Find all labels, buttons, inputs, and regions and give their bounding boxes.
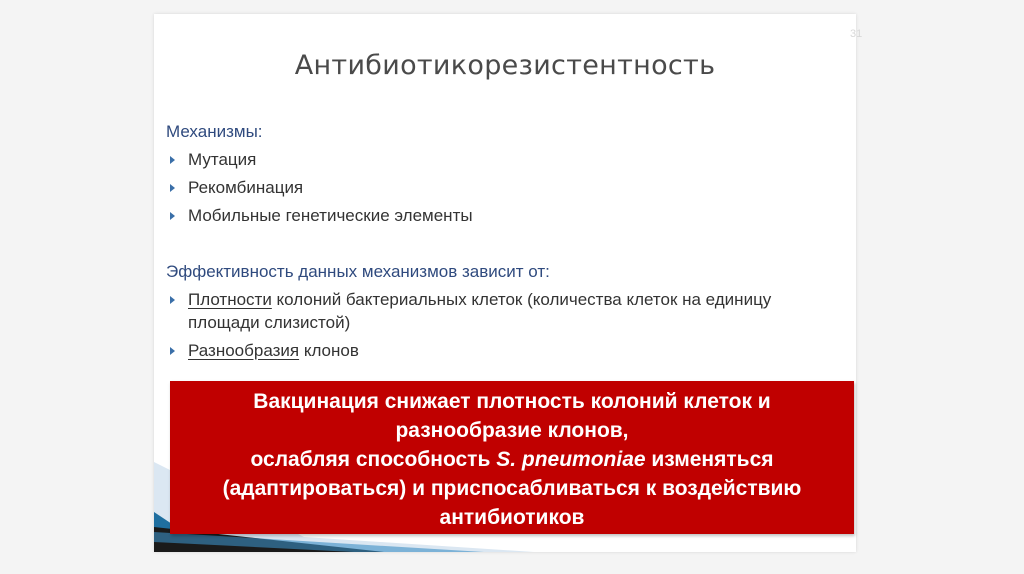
list-item [166, 204, 806, 227]
mechanisms-list [166, 148, 806, 232]
list-item-label: Мобильные генетические элементы [188, 206, 473, 225]
list-item-label: Рекомбинация [188, 178, 304, 197]
triangle-bullet-icon [170, 296, 175, 304]
vaccination-callout [170, 381, 854, 534]
list-item-label: клонов [299, 341, 359, 360]
callout-text: ослабляя способность [250, 448, 497, 471]
list-item-label: колоний бактериальных клеток (количества клеток на единицу площади слизистой) [188, 290, 772, 332]
triangle-bullet-icon [170, 156, 175, 164]
callout-line: антибиотиков [439, 506, 585, 529]
list-item-underlined: Разнообразия [188, 341, 300, 360]
list-item-underlined: Плотности [188, 290, 272, 309]
callout-text: изменяться [645, 448, 774, 471]
list-item [166, 148, 806, 171]
slide-number: 31 [850, 28, 863, 40]
list-item [166, 339, 806, 362]
triangle-bullet-icon [170, 347, 175, 355]
list-item-label: Мутация [188, 150, 257, 169]
callout-line [170, 445, 854, 474]
list-item [166, 288, 806, 334]
efficiency-heading: Эффективность данных механизмов зависит от: [166, 262, 550, 281]
callout-line: разнообразие клонов, [395, 419, 629, 442]
callout-species: S. pneumoniae [496, 448, 646, 471]
efficiency-list [166, 288, 806, 367]
callout-line: Вакцинация снижает плотность колоний клеток и [253, 390, 771, 413]
triangle-bullet-icon [170, 212, 175, 220]
triangle-bullet-icon [170, 184, 175, 192]
slide-title: Антибиотикорезистентность [294, 50, 716, 81]
list-item [166, 176, 806, 199]
mechanisms-heading: Механизмы: [166, 122, 263, 141]
callout-line: (адаптироваться) и приспосабливаться к воздействию [222, 477, 802, 500]
